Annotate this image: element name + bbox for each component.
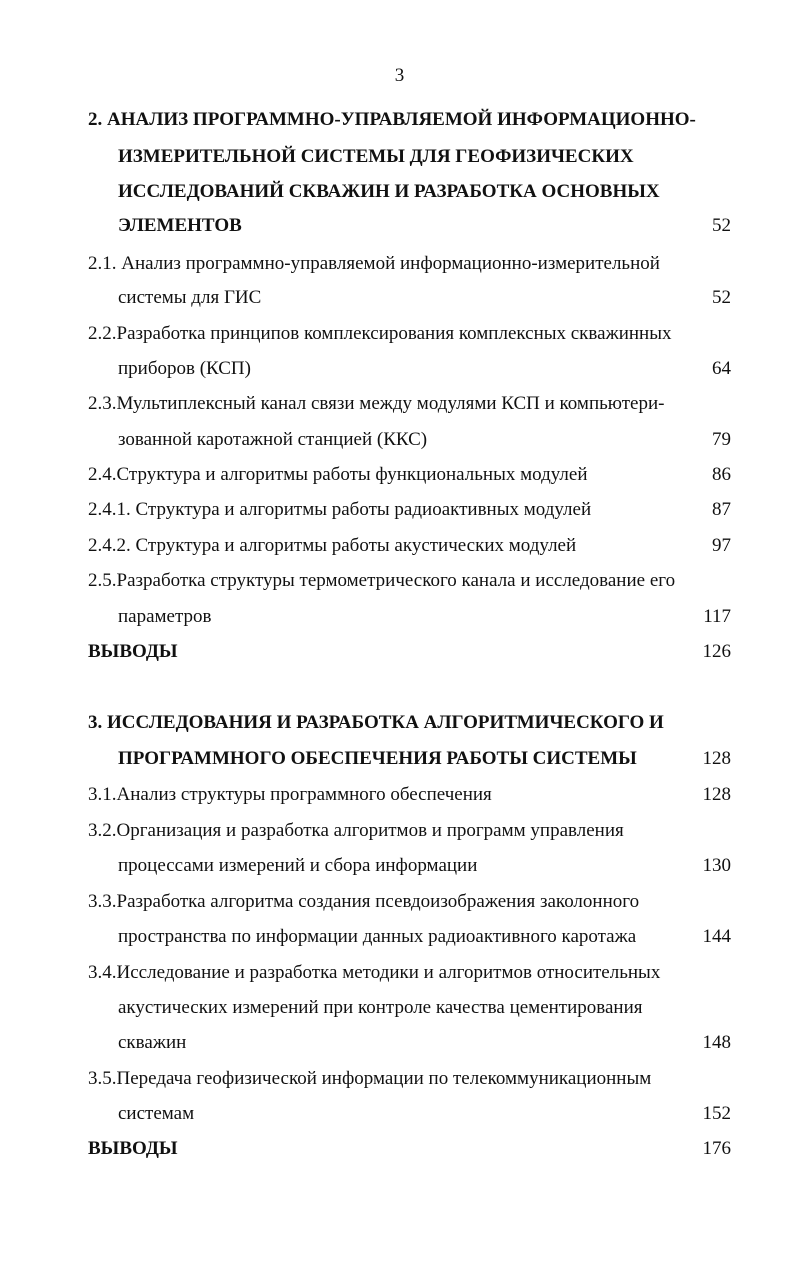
page-number: 3 bbox=[394, 65, 405, 86]
chapter-2-conclusions: ВЫВОДЫ bbox=[88, 641, 178, 662]
toc-entry-3-3-line-2: пространства по информации данных радиоактивного каротажа bbox=[118, 926, 637, 947]
chapter-2-title-line-1: 2. АНАЛИЗ ПРОГРАММНО-УПРАВЛЯЕМОЙ ИНФОРМАЦИОННО- bbox=[88, 109, 696, 130]
toc-entry-3-4-line-2: акустических измерений при контроле качества цементирования bbox=[118, 997, 643, 1018]
toc-entry-3-5-line-1: 3.5.Передача геофизической информации по телекоммуникационным bbox=[88, 1068, 652, 1089]
chapter-3-conclusions-page: 176 bbox=[702, 1138, 731, 1159]
toc-entry-3-2-line-1: 3.2.Организация и разработка алгоритмов и программ управления bbox=[88, 820, 624, 841]
chapter-3-title-line-2: ПРОГРАММНОГО ОБЕСПЕЧЕНИЯ РАБОТЫ СИСТЕМЫ bbox=[118, 748, 637, 769]
chapter-2-title-line-3: ИССЛЕДОВАНИЙ СКВАЖИН И РАЗРАБОТКА ОСНОВНЫХ bbox=[118, 181, 660, 202]
toc-entry-3-2-page: 130 bbox=[702, 855, 731, 876]
chapter-3-page: 128 bbox=[702, 748, 731, 769]
toc-entry-3-4-line-1: 3.4.Исследование и разработка методики и алгоритмов относительных bbox=[88, 962, 661, 983]
chapter-3-conclusions: ВЫВОДЫ bbox=[88, 1138, 178, 1159]
toc-entry-2-3-page: 79 bbox=[712, 429, 731, 450]
toc-entry-2-3-line-1: 2.3.Мультиплексный канал связи между модулями КСП и компьютери- bbox=[88, 393, 665, 414]
toc-entry-2-2-page: 64 bbox=[712, 358, 731, 379]
toc-entry-2-2-line-2: приборов (КСП) bbox=[118, 358, 251, 379]
toc-entry-2-5-page: 117 bbox=[703, 606, 731, 627]
toc-entry-3-1-line-1: 3.1.Анализ структуры программного обеспечения bbox=[88, 784, 492, 805]
toc-entry-3-4-line-3: скважин bbox=[118, 1032, 187, 1053]
toc-entry-2-3-line-2: зованной каротажной станцией (ККС) bbox=[118, 429, 428, 450]
toc-entry-3-5-line-2: системам bbox=[118, 1103, 195, 1124]
toc-entry-2-4-1-page: 87 bbox=[712, 499, 731, 520]
toc-entry-2-1-page: 52 bbox=[712, 287, 731, 308]
toc-entry-2-4-2-page: 97 bbox=[712, 535, 731, 556]
toc-entry-3-5-page: 152 bbox=[702, 1103, 731, 1124]
toc-entry-2-4-1-line-1: 2.4.1. Структура и алгоритмы работы радиоактивных модулей bbox=[88, 499, 592, 520]
toc-entry-2-5-line-1: 2.5.Разработка структуры термометрического канала и исследование его bbox=[88, 570, 676, 591]
toc-entry-2-4-page: 86 bbox=[712, 464, 731, 485]
chapter-2-conclusions-page: 126 bbox=[702, 641, 731, 662]
toc-entry-2-1-line-1: 2.1. Анализ программно-управляемой информационно-измерительной bbox=[88, 253, 660, 274]
chapter-2-title-line-2: ИЗМЕРИТЕЛЬНОЙ СИСТЕМЫ ДЛЯ ГЕОФИЗИЧЕСКИХ bbox=[118, 146, 634, 167]
toc-entry-3-1-page: 128 bbox=[702, 784, 731, 805]
toc-entry-2-4-2-line-1: 2.4.2. Структура и алгоритмы работы акустических модулей bbox=[88, 535, 577, 556]
toc-entry-2-4-line-1: 2.4.Структура и алгоритмы работы функциональных модулей bbox=[88, 464, 588, 485]
toc-entry-3-4-page: 148 bbox=[702, 1032, 731, 1053]
toc-entry-3-2-line-2: процессами измерений и сбора информации bbox=[118, 855, 478, 876]
toc-entry-3-3-line-1: 3.3.Разработка алгоритма создания псевдоизображения заколонного bbox=[88, 891, 640, 912]
toc-entry-2-2-line-1: 2.2.Разработка принципов комплексирования комплексных скважинных bbox=[88, 323, 672, 344]
toc-entry-2-5-line-2: параметров bbox=[118, 606, 212, 627]
toc-entry-2-1-line-2: системы для ГИС bbox=[118, 287, 262, 308]
toc-entry-3-3-page: 144 bbox=[702, 926, 731, 947]
chapter-2-title-line-4: ЭЛЕМЕНТОВ bbox=[118, 215, 242, 236]
chapter-2-page: 52 bbox=[712, 215, 731, 236]
chapter-3-title-line-1: 3. ИССЛЕДОВАНИЯ И РАЗРАБОТКА АЛГОРИТМИЧЕСКОГО И bbox=[88, 712, 664, 733]
